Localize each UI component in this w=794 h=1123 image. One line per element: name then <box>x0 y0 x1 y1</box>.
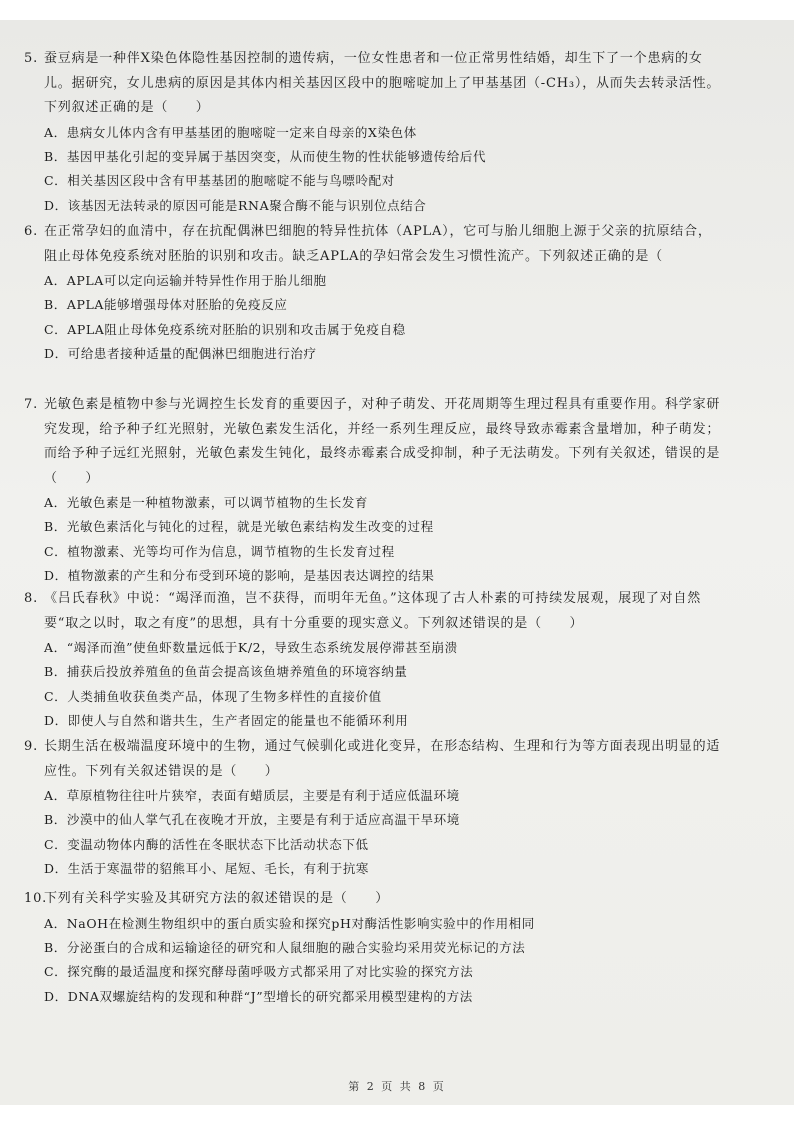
option-a: A．“竭泽而渔”使鱼虾数量远低于K/2，导致生态系统发展停滞甚至崩溃 <box>44 640 458 655</box>
question-text: 蚕豆病是一种伴X染色体隐性基因控制的遗传病，一位女性患者和一位正常男性结婚，却生下了一个患病的女儿。据研究，女儿患病的原因是其体内相关基因区段中的胞嘧啶加上了甲基基团（-CH₃），从而失去转录活性。下列叙述正确的是（ ） <box>44 51 721 115</box>
question-stem <box>24 587 724 636</box>
question-text: 光敏色素是植物中参与光调控生长发育的重要因子，对种子萌发、开花周期等生理过程具有重要作用。科学家研究发现，给予种子红光照射，光敏色素发生活化，并经一系列生理反应，最终导致赤霉素含量增加，种子萌发；而给予种子远红光照射，光敏色素发生钝化，最终赤霉素合成受抑制，种子无法萌发。下列有关叙述，错误的是（ ） <box>44 397 721 486</box>
question-8 <box>24 587 724 734</box>
option-c: C．变温动物体内酶的活性在冬眠状态下比活动状态下低 <box>44 836 369 852</box>
question-9 <box>24 735 724 882</box>
option-c: C．人类捕鱼收获鱼类产品，体现了生物多样性的直接价值 <box>44 688 382 704</box>
question-5 <box>24 47 724 218</box>
option-b: B．光敏色素活化与钝化的过程，就是光敏色素结构发生改变的过程 <box>44 519 434 535</box>
question-stem <box>24 393 724 491</box>
question-stem <box>24 735 724 784</box>
option-c: C．相关基因区段中含有甲基基团的胞嘧啶不能与鸟嘌呤配对 <box>44 173 395 189</box>
question-text: 《吕氏春秋》中说：“竭泽而渔，岂不获得，而明年无鱼。”这体现了古人朴素的可持续发展观，展现了对自然要“取之以时，取之有度”的思想，具有十分重要的现实意义。下列叙述错误的是（ ） <box>44 591 701 631</box>
option-d: D．生活于寒温带的貂熊耳小、尾短、毛长，有利于抗寒 <box>44 861 370 877</box>
option-a: A．NaOH在检测生物组织中的蛋白质实验和探究pH对酶活性影响实验中的作用相同 <box>44 915 535 931</box>
page-number-footer: 第 2 页 共 8 页 <box>348 1080 446 1093</box>
option-c: C．植物激素、光等均可作为信息，调节植物的生长发育过程 <box>44 543 395 559</box>
option-d: D．即使人与自然和谐共生，生产者固定的能量也不能循环利用 <box>44 713 409 729</box>
option-b: B．APLA能够增强母体对胚胎的免疫反应 <box>44 297 288 313</box>
option-a: A．APLA可以定向运输并特异性作用于胎儿细胞 <box>44 273 327 288</box>
question-10 <box>24 887 724 1009</box>
option-a: A．患病女儿体内含有甲基基团的胞嘧啶一定来自母亲的X染色体 <box>44 124 417 140</box>
question-number: 10. <box>24 891 48 906</box>
option-b: B．基因甲基化引起的变异属于基因突变，从而使生物的性状能够遗传给后代 <box>44 148 487 164</box>
question-stem <box>24 47 724 121</box>
question-number: 8. <box>24 591 39 606</box>
question-number: 6. <box>24 224 39 239</box>
question-7 <box>24 393 724 589</box>
question-stem <box>24 887 724 912</box>
question-stem <box>24 220 724 269</box>
question-6 <box>24 220 724 367</box>
option-d: D．植物激素的产生和分布受到环境的影响，是基因表达调控的结果 <box>44 568 435 584</box>
option-d: D．该基因无法转录的原因可能是RNA聚合酶不能与识别位点结合 <box>44 197 427 213</box>
option-d: D．DNA双螺旋结构的发现和种群“J”型增长的研究都采用模型建构的方法 <box>44 988 473 1004</box>
question-text: 长期生活在极端温度环境中的生物，通过气候驯化或进化变异，在形态结构、生理和行为等方面表现出明显的适应性。下列有关叙述错误的是（ ） <box>44 739 721 779</box>
option-b: B．沙漠中的仙人掌气孔在夜晚才开放，主要是有利于适应高温干旱环境 <box>44 812 460 828</box>
question-text: 在正常孕妇的血清中，存在抗配偶淋巴细胞的特异性抗体（APLA），它可与胎儿细胞上源于父亲的抗原结合，阻止母体免疫系统对胚胎的识别和攻击。缺乏APLA的孕妇常会发生习惯性流产。下列叙述正确的是（ <box>44 224 712 264</box>
option-b: B．捕获后投放养殖鱼的鱼苗会提高该鱼塘养殖鱼的环境容纳量 <box>44 664 408 680</box>
option-c: C．APLA阻止母体免疫系统对胚胎的识别和攻击属于免疫自稳 <box>44 321 406 337</box>
option-c: C．探究酶的最适温度和探究酵母菌呼吸方式都采用了对比实验的探究方法 <box>44 964 474 980</box>
question-number: 5. <box>24 51 39 66</box>
option-a: A．光敏色素是一种植物激素，可以调节植物的生长发育 <box>44 495 369 510</box>
option-a: A．草原植物往往叶片狭窄，表面有蜡质层，主要是有利于适应低温环境 <box>44 788 460 803</box>
question-number: 9. <box>24 739 39 754</box>
option-d: D．可给患者接种适量的配偶淋巴细胞进行治疗 <box>44 346 317 362</box>
question-text: 下列有关科学实验及其研究方法的叙述错误的是（ ） <box>44 891 390 906</box>
option-b: B．分泌蛋白的合成和运输途径的研究和人鼠细胞的融合实验均采用荧光标记的方法 <box>44 939 526 955</box>
question-number: 7. <box>24 397 39 412</box>
